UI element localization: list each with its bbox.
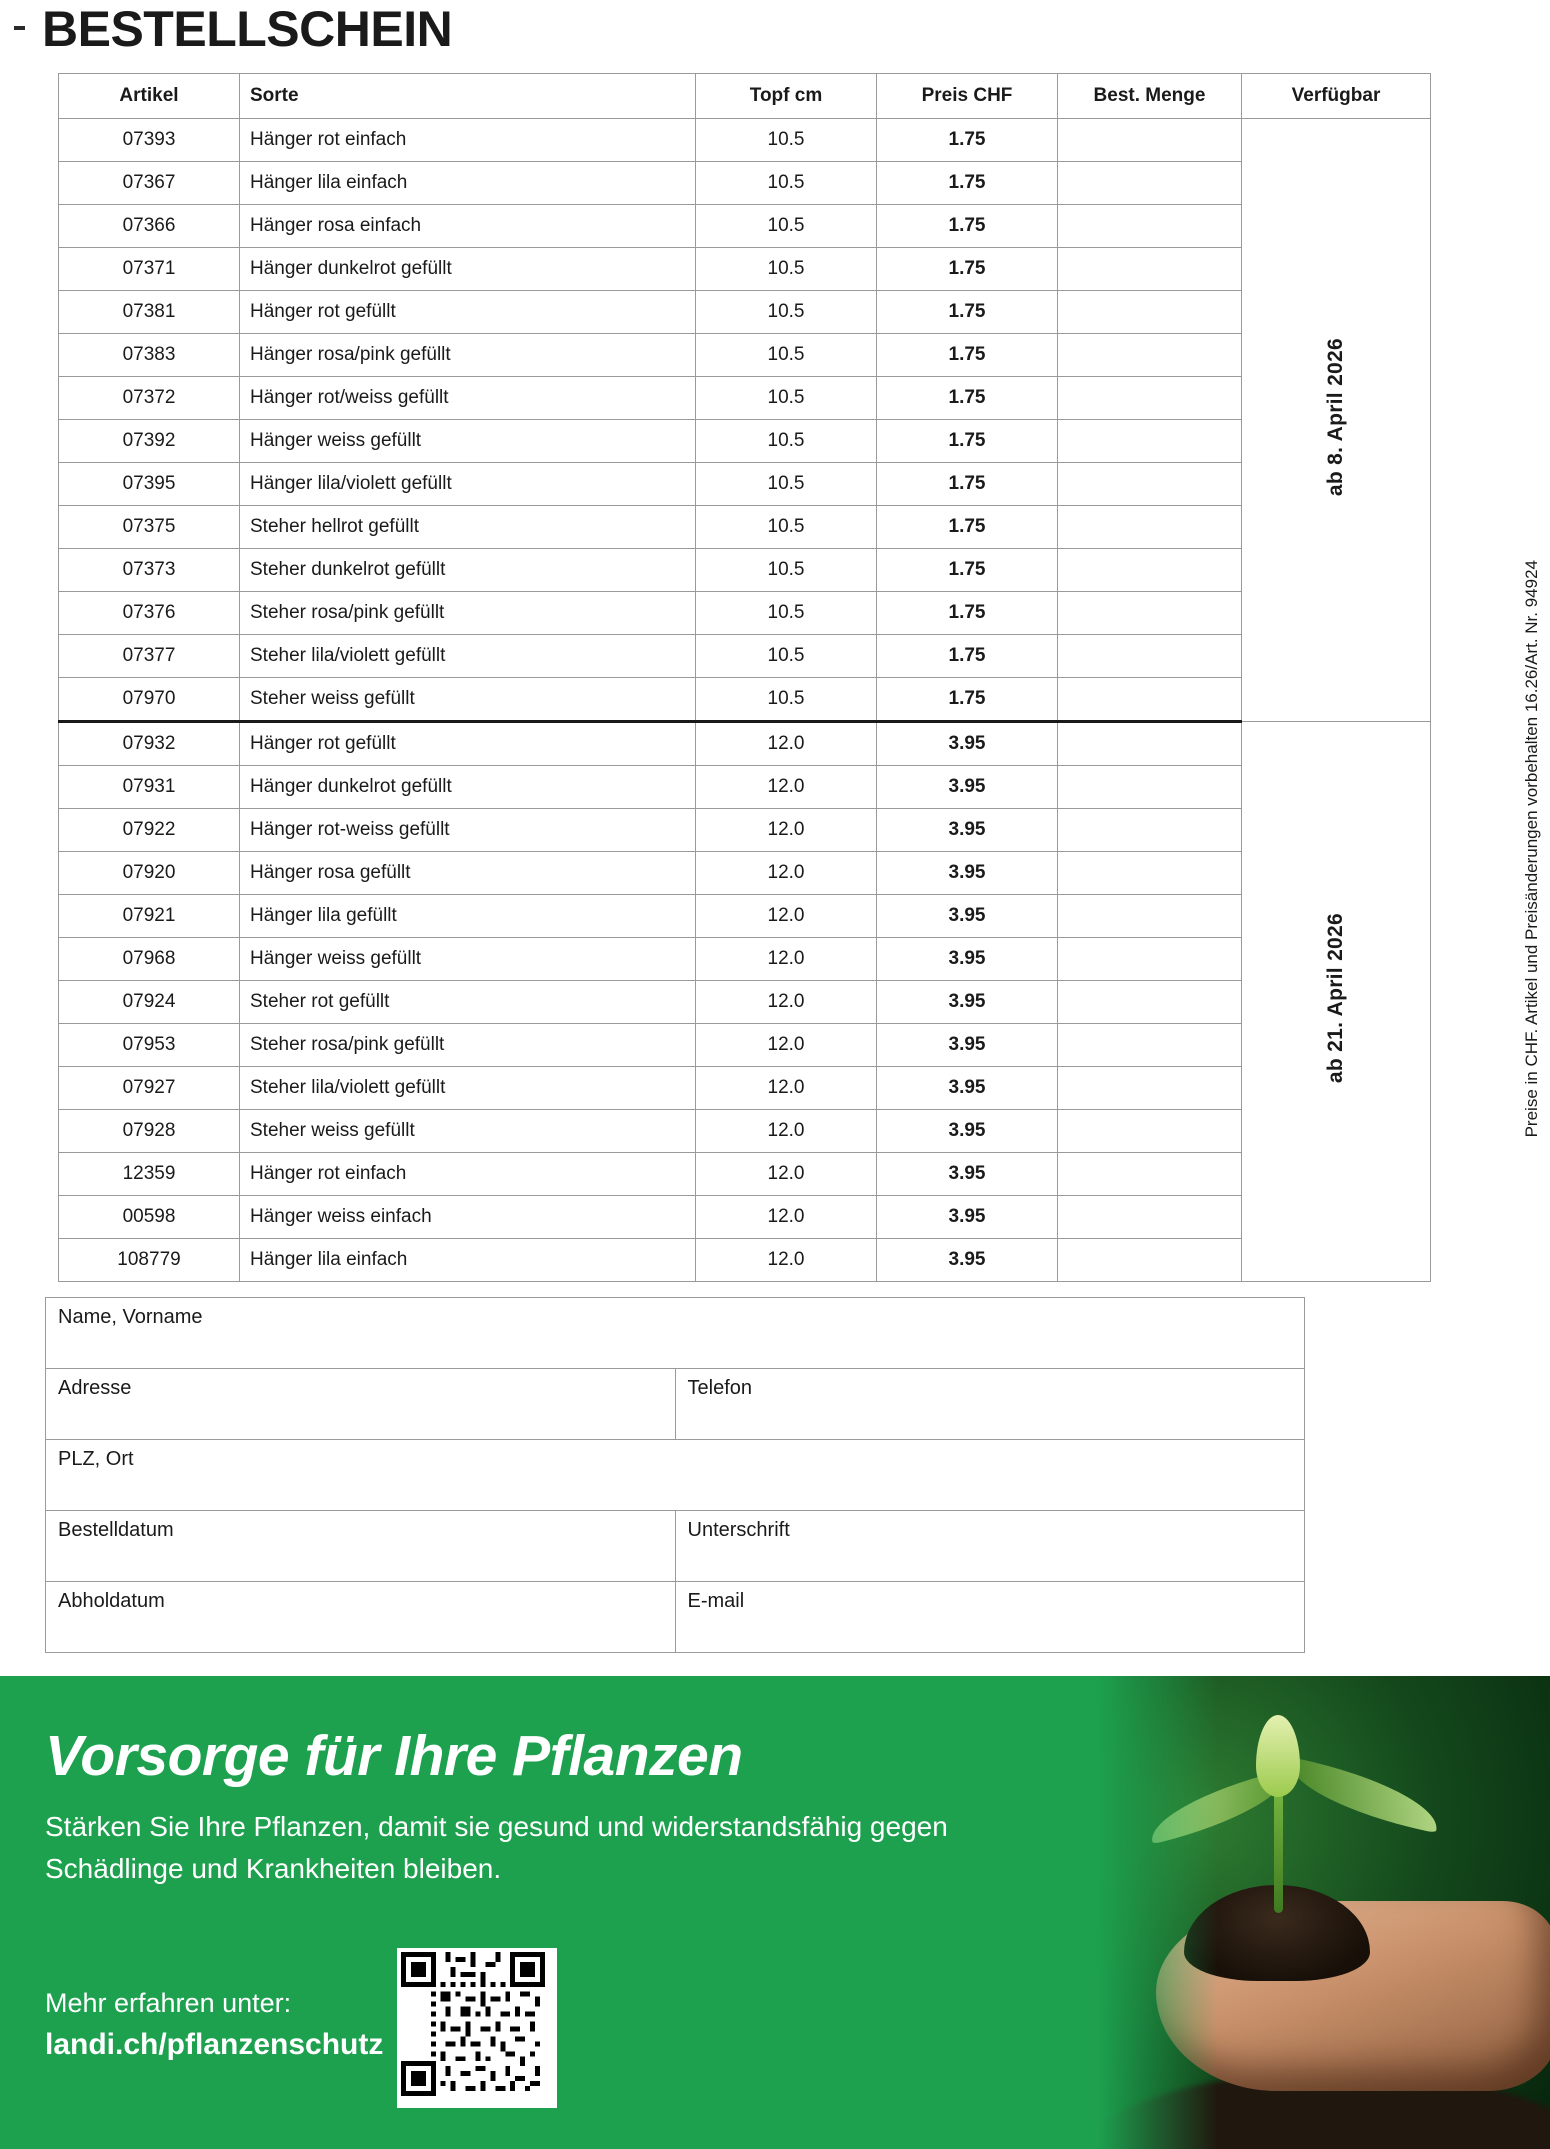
cell-sorte: Hänger dunkelrot gefüllt [240,766,696,809]
table-row [59,1196,1431,1239]
qr-code-icon[interactable] [397,1948,557,2108]
table-row [59,1239,1431,1282]
table-row [59,162,1431,205]
cell-topf-cm: 12.0 [696,766,877,809]
customer-form-container [45,1297,1305,1653]
cell-topf-cm: 10.5 [696,205,877,248]
cell-best-menge-input[interactable] [1058,162,1242,205]
cell-preis-chf: 1.75 [877,377,1058,420]
cell-topf-cm: 12.0 [696,981,877,1024]
table-row [59,463,1431,506]
order-table-body [59,119,1431,1282]
cell-topf-cm: 12.0 [696,1196,877,1239]
cell-artikel: 07377 [59,635,240,678]
form-row [46,1298,1305,1369]
promo-text-block [45,1676,1055,2149]
plant-stem [1274,1781,1283,1913]
cell-topf-cm: 12.0 [696,938,877,981]
cell-preis-chf: 3.95 [877,852,1058,895]
cell-best-menge-input[interactable] [1058,420,1242,463]
table-row [59,766,1431,809]
cell-sorte: Hänger rot gefüllt [240,722,696,766]
order-table [58,73,1431,1282]
form-field-plz-ort[interactable]: PLZ, Ort [46,1440,1305,1511]
cell-sorte: Hänger weiss gefüllt [240,938,696,981]
table-row [59,938,1431,981]
cell-sorte: Hänger dunkelrot gefüllt [240,248,696,291]
table-row [59,205,1431,248]
cell-topf-cm: 10.5 [696,506,877,549]
promo-banner [0,1676,1550,2149]
column-header-verfuegbar: Verfügbar [1242,74,1431,119]
cell-artikel: 07366 [59,205,240,248]
cell-preis-chf: 1.75 [877,119,1058,162]
cell-artikel: 07922 [59,809,240,852]
column-header-artikel: Artikel [59,74,240,119]
legal-margin-note: Preise in CHF. Artikel und Preisänderungen vorbehalten 16.26/Art. Nr. 94924 [1522,560,1541,1138]
cell-topf-cm: 12.0 [696,722,877,766]
form-field-e-mail[interactable]: E-mail [675,1582,1305,1653]
cell-preis-chf: 3.95 [877,981,1058,1024]
cell-sorte: Hänger lila/violett gefüllt [240,463,696,506]
customer-form-body [46,1298,1305,1653]
table-row [59,291,1431,334]
cell-artikel: 07376 [59,592,240,635]
cell-best-menge-input[interactable] [1058,722,1242,766]
cell-artikel: 07970 [59,678,240,722]
cell-sorte: Hänger rot einfach [240,119,696,162]
table-row [59,895,1431,938]
cell-best-menge-input[interactable] [1058,1239,1242,1282]
cell-sorte: Steher lila/violett gefüllt [240,635,696,678]
cell-sorte: Steher hellrot gefüllt [240,506,696,549]
cell-best-menge-input[interactable] [1058,809,1242,852]
cell-topf-cm: 10.5 [696,377,877,420]
form-field-name-vorname[interactable]: Name, Vorname [46,1298,1305,1369]
cell-sorte: Steher weiss gefüllt [240,678,696,722]
table-row [59,420,1431,463]
form-row [46,1369,1305,1440]
availability-date-label: ab 21. April 2026 [1324,913,1347,1084]
cell-artikel: 07375 [59,506,240,549]
cell-artikel: 07921 [59,895,240,938]
cell-best-menge-input[interactable] [1058,377,1242,420]
cell-topf-cm: 12.0 [696,1153,877,1196]
cell-sorte: Hänger rosa gefüllt [240,852,696,895]
cell-sorte: Steher lila/violett gefüllt [240,1067,696,1110]
cell-artikel: 00598 [59,1196,240,1239]
form-field-adresse[interactable]: Adresse [46,1369,676,1440]
cell-preis-chf: 3.95 [877,809,1058,852]
cell-sorte: Hänger weiss gefüllt [240,420,696,463]
promo-url-link[interactable]: landi.ch/pflanzenschutz [45,2028,384,2061]
cell-preis-chf: 1.75 [877,291,1058,334]
form-row [46,1582,1305,1653]
cell-artikel: 07372 [59,377,240,420]
cell-artikel: 07920 [59,852,240,895]
cell-best-menge-input[interactable] [1058,1110,1242,1153]
cell-verfuegbar [1242,722,1431,1282]
cell-topf-cm: 12.0 [696,1110,877,1153]
cell-preis-chf: 3.95 [877,1024,1058,1067]
form-field-abholdatum[interactable]: Abholdatum [46,1582,676,1653]
cell-topf-cm: 10.5 [696,119,877,162]
cell-topf-cm: 10.5 [696,248,877,291]
order-table-container [58,73,1381,1282]
qr-code-svg [401,1952,545,2096]
column-header-preis-chf: Preis CHF [877,74,1058,119]
cell-artikel: 07932 [59,722,240,766]
column-header-topf-cm: Topf cm [696,74,877,119]
cell-preis-chf: 1.75 [877,205,1058,248]
cell-sorte: Hänger rosa/pink gefüllt [240,334,696,377]
cell-preis-chf: 1.75 [877,162,1058,205]
cell-sorte: Hänger weiss einfach [240,1196,696,1239]
table-row [59,377,1431,420]
promo-more-label: Mehr erfahren unter: [45,1988,292,2018]
page-title: BESTELLSCHEIN [42,1,453,57]
table-row [59,722,1431,766]
cell-best-menge-input[interactable] [1058,248,1242,291]
form-field-unterschrift[interactable]: Unterschrift [675,1511,1305,1582]
cell-sorte: Hänger rot/weiss gefüllt [240,377,696,420]
cell-topf-cm: 12.0 [696,1067,877,1110]
cell-sorte: Steher dunkelrot gefüllt [240,549,696,592]
cell-preis-chf: 3.95 [877,1239,1058,1282]
cell-artikel: 108779 [59,1239,240,1282]
cell-best-menge-input[interactable] [1058,1024,1242,1067]
order-table-head [59,74,1431,119]
cell-sorte: Steher rot gefüllt [240,981,696,1024]
cell-preis-chf: 3.95 [877,1153,1058,1196]
table-row [59,248,1431,291]
cell-topf-cm: 10.5 [696,420,877,463]
table-row [59,809,1431,852]
cell-best-menge-input[interactable] [1058,506,1242,549]
table-row [59,852,1431,895]
table-row [59,592,1431,635]
cell-best-menge-input[interactable] [1058,549,1242,592]
cell-sorte: Steher rosa/pink gefüllt [240,1024,696,1067]
cell-preis-chf: 1.75 [877,463,1058,506]
form-field-telefon[interactable]: Telefon [675,1369,1305,1440]
cell-preis-chf: 3.95 [877,1196,1058,1239]
cell-topf-cm: 10.5 [696,463,877,506]
cell-sorte: Hänger lila einfach [240,1239,696,1282]
cell-preis-chf: 1.75 [877,248,1058,291]
cell-topf-cm: 12.0 [696,895,877,938]
cell-best-menge-input[interactable] [1058,1153,1242,1196]
cell-best-menge-input[interactable] [1058,981,1242,1024]
column-header-best-menge: Best. Menge [1058,74,1242,119]
cell-best-menge-input[interactable] [1058,766,1242,809]
cell-topf-cm: 12.0 [696,1239,877,1282]
cell-preis-chf: 3.95 [877,895,1058,938]
table-row [59,1110,1431,1153]
cell-preis-chf: 1.75 [877,420,1058,463]
cell-topf-cm: 10.5 [696,162,877,205]
table-row [59,1153,1431,1196]
cell-topf-cm: 10.5 [696,334,877,377]
cell-artikel: 07931 [59,766,240,809]
order-table-header-row [59,74,1431,119]
cell-preis-chf: 1.75 [877,592,1058,635]
table-row [59,506,1431,549]
cell-topf-cm: 10.5 [696,635,877,678]
table-row [59,635,1431,678]
cell-best-menge-input[interactable] [1058,1067,1242,1110]
cell-best-menge-input[interactable] [1058,592,1242,635]
cell-artikel: 07927 [59,1067,240,1110]
cell-artikel: 07928 [59,1110,240,1153]
corner-crop-mark [14,26,25,30]
cell-artikel: 07924 [59,981,240,1024]
table-row [59,981,1431,1024]
cell-best-menge-input[interactable] [1058,678,1242,722]
cell-sorte: Hänger rot einfach [240,1153,696,1196]
cell-artikel: 07367 [59,162,240,205]
plant-bud [1256,1715,1300,1797]
cell-artikel: 12359 [59,1153,240,1196]
cell-sorte: Hänger lila einfach [240,162,696,205]
cell-sorte: Hänger rot-weiss gefüllt [240,809,696,852]
cell-artikel: 07393 [59,119,240,162]
cell-best-menge-input[interactable] [1058,205,1242,248]
cell-preis-chf: 1.75 [877,635,1058,678]
cell-artikel: 07383 [59,334,240,377]
cell-artikel: 07953 [59,1024,240,1067]
cell-artikel: 07395 [59,463,240,506]
cell-best-menge-input[interactable] [1058,938,1242,981]
cell-best-menge-input[interactable] [1058,895,1242,938]
cell-artikel: 07373 [59,549,240,592]
cell-best-menge-input[interactable] [1058,119,1242,162]
cell-preis-chf: 1.75 [877,678,1058,722]
table-row [59,334,1431,377]
cell-sorte: Hänger rosa einfach [240,205,696,248]
availability-date-label: ab 8. April 2026 [1324,337,1347,497]
table-row [59,549,1431,592]
cell-preis-chf: 1.75 [877,334,1058,377]
cell-artikel: 07392 [59,420,240,463]
cell-topf-cm: 10.5 [696,291,877,334]
form-row [46,1511,1305,1582]
cell-best-menge-input[interactable] [1058,635,1242,678]
cell-best-menge-input[interactable] [1058,463,1242,506]
cell-preis-chf: 3.95 [877,1110,1058,1153]
form-field-bestelldatum[interactable]: Bestelldatum [46,1511,676,1582]
leaf-right [1281,1757,1445,1833]
cell-preis-chf: 3.95 [877,766,1058,809]
cell-verfuegbar [1242,119,1431,722]
cell-preis-chf: 1.75 [877,506,1058,549]
cell-artikel: 07381 [59,291,240,334]
cell-sorte: Hänger lila gefüllt [240,895,696,938]
cell-preis-chf: 3.95 [877,1067,1058,1110]
cell-best-menge-input[interactable] [1058,1196,1242,1239]
cell-topf-cm: 12.0 [696,852,877,895]
form-row [46,1440,1305,1511]
column-header-sorte: Sorte [240,74,696,119]
cell-topf-cm: 12.0 [696,1024,877,1067]
table-row [59,1024,1431,1067]
cell-topf-cm: 10.5 [696,549,877,592]
cell-topf-cm: 10.5 [696,678,877,722]
cell-artikel: 07371 [59,248,240,291]
cell-sorte: Steher weiss gefüllt [240,1110,696,1153]
promo-title: Vorsorge für Ihre Pflanzen [45,1724,743,1788]
cell-topf-cm: 10.5 [696,592,877,635]
table-row [59,1067,1431,1110]
cell-preis-chf: 3.95 [877,722,1058,766]
cell-sorte: Hänger rot gefüllt [240,291,696,334]
promo-subtitle: Stärken Sie Ihre Pflanzen, damit sie gesund und widerstandsfähig gegen Schädlinge und Krankheiten bleiben. [45,1811,948,1884]
table-row [59,678,1431,722]
table-row [59,119,1431,162]
cell-best-menge-input[interactable] [1058,852,1242,895]
cell-artikel: 07968 [59,938,240,981]
cell-best-menge-input[interactable] [1058,334,1242,377]
cell-preis-chf: 1.75 [877,549,1058,592]
hand-holding-seedling-photo [1098,1676,1550,2149]
cell-topf-cm: 12.0 [696,809,877,852]
customer-form-table [45,1297,1305,1653]
cell-best-menge-input[interactable] [1058,291,1242,334]
cell-preis-chf: 3.95 [877,938,1058,981]
cell-sorte: Steher rosa/pink gefüllt [240,592,696,635]
